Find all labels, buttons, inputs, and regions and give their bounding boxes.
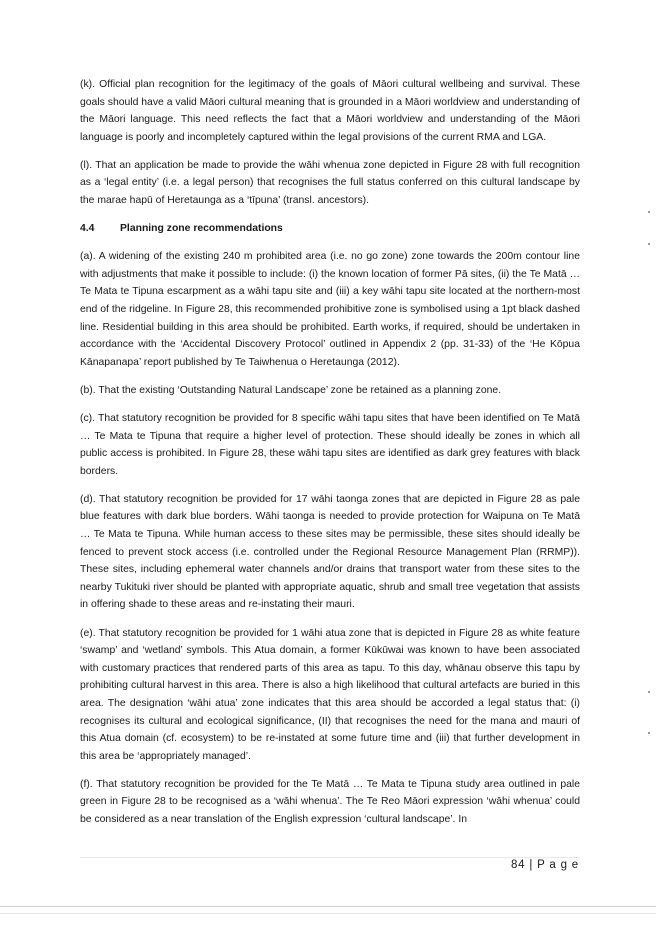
page-number: 84 | P a g e: [510, 859, 579, 871]
paragraph-e: (e). That statutory recognition be provided for 1 wāhi atua zone that is depicted in Figure 28 as white feature ‘swamp’ and ‘wetland’ symbols. This Atua domain, a former Kūkūwai was known to have been associated with customary practices that rendered parts of this area as tapu. To this day, whānau observe this tapu by prohibiting cultural harvest in this area. There is also a high likelihood that cultural artefacts are buried in this area. The designation ‘wāhi atua’ zone indicates that this area should be accorded a legal status that: (i) recognises its cultural and ecological significance, (II) that recognises the need for the mana and mauri of this Atua domain (cf. ecosystem) to be re-instated at some future time and (iii) that further development in this area be ‘appropriately managed’.: [80, 627, 580, 762]
paragraph-k: (k). Official plan recognition for the legitimacy of the goals of Māori cultural wellbeing and survival. These goals should have a valid Māori cultural meaning that is grounded in a Māori worldview and understanding of the Māori language. This need reflects the fact that a Māori worldview and understanding of the Māori language is poorly and incompletely captured within the legal provisions of the current RMA and LGA.: [80, 79, 580, 143]
section-number: 4.4: [80, 223, 95, 235]
paragraph-f: (f). That statutory recognition be provided for the Te Matā … Te Mata te Tipuna study area outlined in pale green in Figure 28 to be recognised as a ‘wāhi whenua’. The Te Reo Māori expression ‘wāhi whenua’ could be considered as a near translation of the English expression ‘cultural landscape’. In: [80, 778, 580, 825]
scan-speck: [648, 243, 650, 245]
paragraph-a: (a). A widening of the existing 240 m prohibited area (i.e. no go zone) zone towards the 200m contour line with adjustments that make it possible to include: (i) the known location of former Pā sites, (ii) the Te Matā … Te Mata te Tipuna escarpment as a wāhi tapu site and (iii) a key wāhi tapu site located at the northern-most end of the ridgeline. In Figure 28, this recommended prohibitive zone is symbolised using a 1pt black dashed line. Residential building in this area should be prohibited. Earth works, if required, should be undertaken in accordance with the ‘Accidental Discovery Protocol’ outlined in Appendix 2 (pp. 31-33) of the ‘He Kōpua Kānapanapa’ report published by Te Taiwhenua o Heretaunga (2012).: [80, 251, 580, 368]
section-heading: [80, 220, 580, 238]
paragraph-c: (c). That statutory recognition be provided for 8 specific wāhi tapu sites that have been identified on Te Matā … Te Mata te Tipuna that require a higher level of protection. These should ideally be zones in which all public access is prohibited. In Figure 28, these wāhi tapu sites are identified as dark grey features with black borders.: [80, 413, 580, 477]
paragraph-b: (b). That the existing ‘Outstanding Natural Landscape’ zone be retained as a planning zone.: [80, 384, 502, 396]
scan-speck: [648, 211, 650, 213]
scan-speck: [648, 691, 650, 693]
page-body: [80, 76, 580, 839]
scan-edge-line-secondary: [0, 913, 656, 914]
footer-divider: [80, 857, 580, 858]
section-title: Planning zone recommendations: [120, 223, 283, 235]
scan-edge-line: [0, 906, 656, 907]
paragraph-d: (d). That statutory recognition be provided for 17 wāhi taonga zones that are depicted in Figure 28 as pale blue features with dark blue borders. Wāhi taonga is needed to provide protection for Waipuna on Te Matā … Te Mata te Tipuna. While human access to these sites may be permissible, these sites should ideally be fenced to prevent stock access (i.e. controlled under the Regional Resource Management Plan (RRMP)). These sites, including ephemeral water channels and/or drains that transport water from these sites to the nearby Tukituki river should be planted with appropriate aquatic, shrub and small tree vegetation that assists in offering shade to these areas and re-instating their mauri.: [80, 493, 580, 611]
scan-speck: [648, 732, 650, 734]
paragraph-l: (l). That an application be made to provide the wāhi whenua zone depicted in Figure 28 with full recognition as a ‘legal entity’ (i.e. a legal person) that recognises the full status conferred on this cultural landscape by the marae hapū of Heretaunga as a ‘tīpuna’ (transl. ancestors).: [80, 159, 580, 207]
